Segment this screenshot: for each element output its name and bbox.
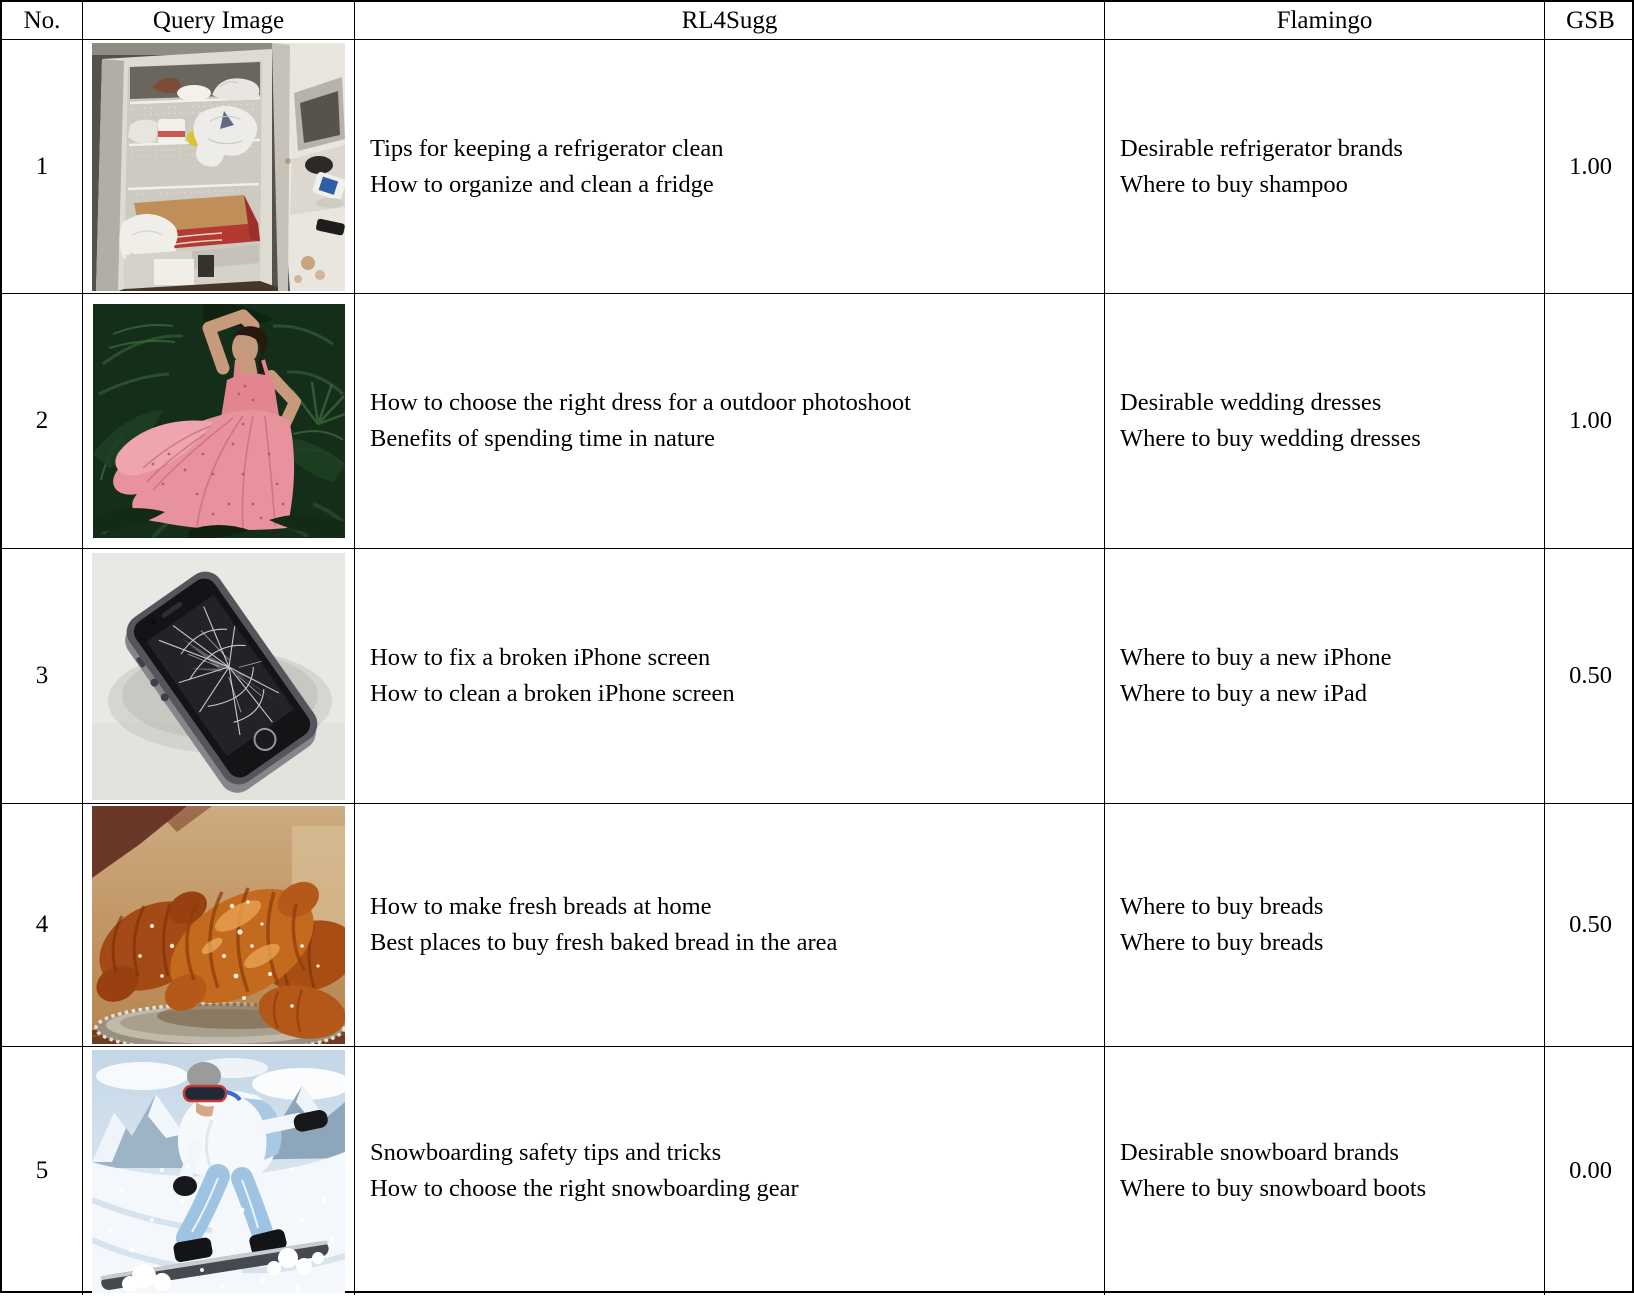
row-1-rl4sugg-cell xyxy=(355,40,1105,294)
gsb-value: 0.00 xyxy=(1569,1157,1612,1184)
row-2-gsb-cell xyxy=(1545,294,1634,549)
gsb-value: 0.50 xyxy=(1569,662,1612,689)
flamingo-suggestion-line: Where to buy a new iPhone xyxy=(1120,644,1392,671)
rl4sugg-suggestion-line: Benefits of spending time in nature xyxy=(370,425,715,452)
header-no-label: No. xyxy=(23,6,61,34)
row-4-rl4sugg-cell xyxy=(355,804,1105,1047)
row-1-gsb-cell xyxy=(1545,40,1634,294)
snowboarder-photo xyxy=(92,1050,345,1293)
row-number-label: 4 xyxy=(35,911,49,938)
row-2-flamingo-cell xyxy=(1105,294,1545,549)
row-3-flamingo-cell xyxy=(1105,549,1545,804)
broken-iphone-photo xyxy=(92,553,345,800)
header-no xyxy=(2,2,83,40)
row-number-label: 3 xyxy=(35,662,49,689)
rl4sugg-suggestion-line: How to clean a broken iPhone screen xyxy=(370,680,735,707)
croissants-photo xyxy=(92,806,345,1044)
rl4sugg-suggestion-line: How to make fresh breads at home xyxy=(370,893,712,920)
refrigerator-photo xyxy=(92,43,345,291)
header-flamingo xyxy=(1105,2,1545,40)
flamingo-suggestion-line: Desirable refrigerator brands xyxy=(1120,134,1403,162)
flamingo-suggestion-line: Where to buy wedding dresses xyxy=(1120,425,1421,452)
row-1-query-image-cell xyxy=(83,40,355,294)
header-rl4sugg-label: RL4Sugg xyxy=(681,6,778,34)
row-number-label: 1 xyxy=(35,152,49,180)
rl4sugg-suggestion-line: How to fix a broken iPhone screen xyxy=(370,644,711,671)
row-5-flamingo-cell xyxy=(1105,1047,1545,1295)
rl4sugg-suggestion-line: How to choose the right dress for a outdoor photoshoot xyxy=(370,389,911,416)
header-flamingo-label: Flamingo xyxy=(1276,6,1373,34)
flamingo-suggestion-line: Where to buy snowboard boots xyxy=(1120,1175,1427,1202)
rl4sugg-suggestion-line: Best places to buy fresh baked bread in the area xyxy=(370,929,838,956)
rl4sugg-suggestion-line: How to choose the right snowboarding gear xyxy=(370,1175,799,1202)
row-number-label: 2 xyxy=(35,407,49,434)
header-rl4sugg xyxy=(355,2,1105,40)
header-query-image xyxy=(83,2,355,40)
header-gsb-label: GSB xyxy=(1566,6,1615,34)
row-4-number xyxy=(2,804,83,1047)
row-4-flamingo-cell xyxy=(1105,804,1545,1047)
row-3-query-image-cell xyxy=(83,549,355,804)
flamingo-suggestion-line: Where to buy a new iPad xyxy=(1120,680,1367,707)
rl4sugg-suggestion-line: Tips for keeping a refrigerator clean xyxy=(370,134,724,162)
row-2-query-image-cell xyxy=(83,294,355,549)
flamingo-suggestion-line: Desirable snowboard brands xyxy=(1120,1139,1399,1166)
gsb-value: 1.00 xyxy=(1569,152,1612,180)
gsb-value: 0.50 xyxy=(1569,911,1612,938)
woman-pink-dress-photo xyxy=(93,304,345,538)
row-5-number xyxy=(2,1047,83,1295)
flamingo-suggestion-line: Where to buy breads xyxy=(1120,929,1324,956)
row-4-gsb-cell xyxy=(1545,804,1634,1047)
row-5-query-image-cell xyxy=(83,1047,355,1295)
header-gsb xyxy=(1545,2,1634,40)
row-5-gsb-cell xyxy=(1545,1047,1634,1295)
row-5-rl4sugg-cell xyxy=(355,1047,1105,1295)
gsb-value: 1.00 xyxy=(1569,407,1612,434)
rl4sugg-suggestion-line: Snowboarding safety tips and tricks xyxy=(370,1139,722,1166)
row-2-rl4sugg-cell xyxy=(355,294,1105,549)
row-2-number xyxy=(2,294,83,549)
row-3-number xyxy=(2,549,83,804)
row-3-rl4sugg-cell xyxy=(355,549,1105,804)
row-number-label: 5 xyxy=(35,1157,49,1184)
flamingo-suggestion-line: Where to buy breads xyxy=(1120,893,1324,920)
flamingo-suggestion-line: Desirable wedding dresses xyxy=(1120,389,1382,416)
rl4sugg-suggestion-line: How to organize and clean a fridge xyxy=(370,170,714,198)
row-1-flamingo-cell xyxy=(1105,40,1545,294)
row-3-gsb-cell xyxy=(1545,549,1634,804)
header-query-image-label: Query Image xyxy=(152,6,285,34)
flamingo-suggestion-line: Where to buy shampoo xyxy=(1120,170,1348,198)
row-1-number xyxy=(2,40,83,294)
row-4-query-image-cell xyxy=(83,804,355,1047)
